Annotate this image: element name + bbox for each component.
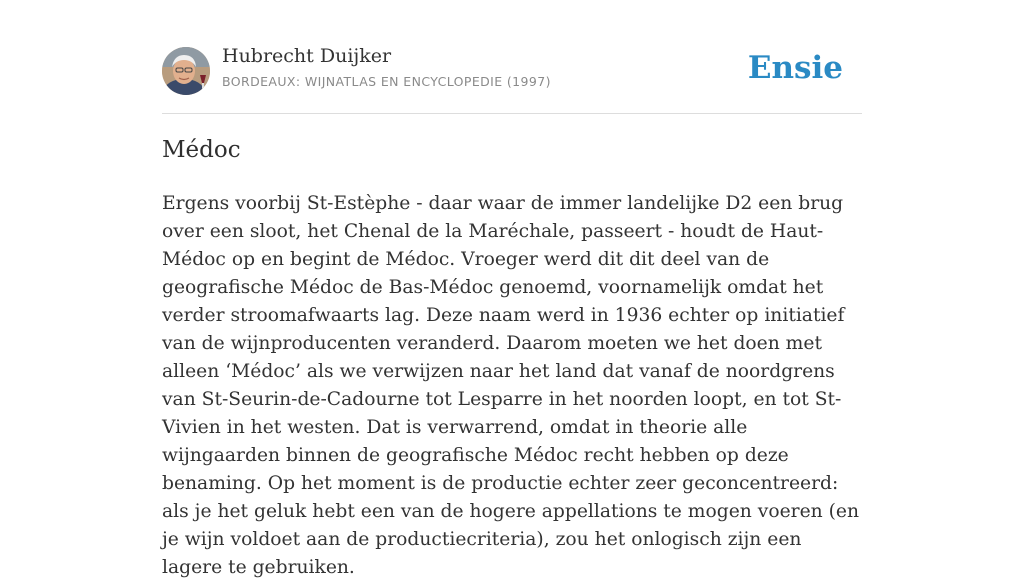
article-header (162, 0, 862, 114)
author-portrait-icon (162, 47, 210, 95)
source-book[interactable]: BORDEAUX: WIJNATLAS EN ENCYCLOPEDIE (1997) (222, 74, 551, 89)
ensie-logo[interactable]: Ensie (747, 50, 843, 86)
author-name[interactable]: Hubrecht Duijker (222, 45, 392, 67)
author-avatar[interactable] (162, 47, 210, 95)
article-title: Médoc (162, 137, 241, 163)
article-body: Ergens voorbij St-Estèphe - daar waar de immer landelijke D2 een brug over een sloot, het Chenal de la Maréchale, passeert - houdt de Haut- Médoc op en begint de Médoc. Vroeger werd dit dit deel van de geografische Médoc de Bas-Médoc genoemd, voornamelijk omdat het verder stroomafwaarts lag. Deze naam werd in 1936 echter op initiatief van de wijnproducenten veranderd. Daarom moeten we het doen met alleen ‘Médoc’ als we verwijzen naar het land dat vanaf de noordgrens van St-Seurin-de-Cadourne tot Lesparre in het noorden loopt, en tot St- Vivien in het westen. Dat is verwarrend, omdat in theorie alle wijngaarden binnen de geografische Médoc recht hebben op deze benaming. Op het moment is de productie echter zeer geconcentreerd: als je het geluk hebt een van de hogere appellations te mogen voeren (en je wijn voldoet aan de productiecriteria), zou het onlogisch zijn een lagere te gebruiken. (162, 193, 859, 578)
article-card (162, 0, 862, 578)
